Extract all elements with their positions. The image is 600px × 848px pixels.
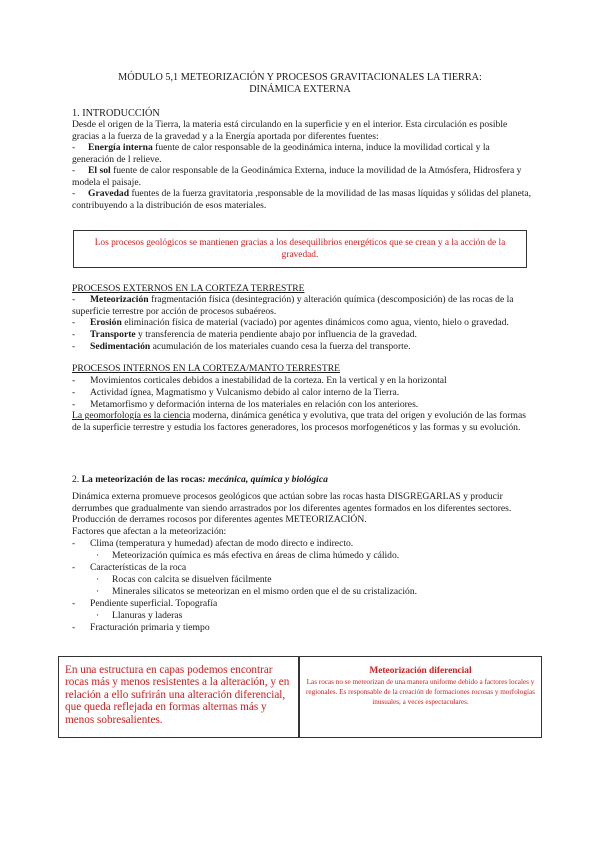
list-dot: ·	[96, 574, 100, 585]
differential-weathering-text: Las rocas no se meteorizan de una manera uniforme debido a factores locales y regionales. Es responsable de la creación de formaciones rocosas y morfologías inusuales, a veces espectaculares.	[306, 678, 535, 706]
process-term: Erosión	[90, 317, 122, 328]
factor-rock-detail: Minerales silicatos se meteorizan en el mismo orden que el de su cristalización.	[112, 586, 418, 597]
process-text: acumulación de los materiales cuando cesa la fuerza del transporte.	[150, 341, 411, 352]
external-item	[72, 294, 532, 317]
process-term: Sedimentación	[90, 341, 151, 352]
external-processes-heading: PROCESOS EXTERNOS EN LA CORTEZA TERRESTRE	[72, 283, 305, 294]
document-title-line2: DINÁMICA EXTERNA	[249, 84, 351, 95]
process-text: y transferencia de materia pendiente abajo por influencia de la gravedad.	[135, 329, 417, 340]
document-title-line1: MÓDULO 5,1 METEORIZACIÓN Y PROCESOS GRAVITACIONALES LA TIERRA:	[118, 72, 482, 83]
differential-weathering-title: Meteorización diferencial	[369, 666, 472, 676]
internal-item: Metamorfismo y deformación interna de los materiales en relación con los anteriores.	[90, 399, 419, 410]
factors-label: Factores que afectan a la meteorización:	[72, 526, 227, 537]
source-gravity	[72, 188, 532, 211]
internal-item: Actividad ígnea, Magmatismo y Vulcanismo debido al calor interno de la Tierra.	[90, 387, 400, 398]
list-dash: -	[72, 142, 76, 153]
energy-sources-list	[0, 142, 600, 216]
source-sun	[72, 165, 532, 188]
internal-processes-heading: PROCESOS INTERNOS EN LA CORTEZA/MANTO TERRESTRE	[72, 363, 340, 374]
source-internal	[72, 142, 532, 165]
geomorphology-paragraph	[72, 410, 532, 433]
source-term: El sol	[88, 165, 111, 176]
list-dash: -	[72, 598, 76, 609]
source-text: fuente de calor responsable de la Geodinámica Externa, induce la movilidad de la Atmósfera, Hidrosfera y modela el paisaje.	[72, 165, 522, 188]
list-dash: -	[72, 622, 76, 633]
intro-heading: 1. INTRODUCCIÓN	[72, 108, 160, 119]
external-item	[72, 341, 532, 353]
list-dash: -	[72, 538, 76, 549]
process-term: Transporte	[90, 329, 136, 340]
section-number: 2.	[72, 474, 82, 485]
callout-text: Los procesos geológicos se mantienen gracias a los desequilibrios energéticos que se crean y a la acción de la gravedad.	[94, 238, 506, 260]
external-item	[72, 329, 532, 341]
list-dash: -	[72, 329, 76, 340]
source-text: fuente de calor responsable de la geodinámica interna, induce la movilidad cortical y la generación de l relieve.	[72, 142, 490, 165]
factor-slope: Pendiente superficial. Topografía	[90, 598, 218, 609]
section-heading-bold: La meteorización de las rocas	[81, 474, 203, 485]
source-term: Gravedad	[88, 188, 130, 199]
list-dash: -	[72, 562, 76, 573]
list-dash: -	[72, 387, 76, 398]
section2-heading	[72, 474, 328, 486]
factor-slope-detail: Llanuras y laderas	[112, 610, 183, 621]
factor-fracturing: Fracturación primaria y tiempo	[90, 622, 210, 633]
differential-weathering-box	[299, 656, 542, 738]
layered-structure-box	[58, 656, 299, 738]
external-item	[72, 317, 532, 329]
callout-box	[73, 230, 527, 268]
list-dot: ·	[96, 550, 100, 561]
list-dash: -	[72, 375, 76, 386]
source-text: fuentes de la fuerza gravitatoria ,responsable de la movilidad de las masas líquidas y sólidas del planeta, contribuyendo a la distribución de esos materiales.	[72, 188, 532, 211]
list-dot: ·	[96, 610, 100, 621]
layered-structure-text: En una estructura en capas podemos encontrar rocas más y menos resistentes a la alteración, y en relación a ello sufrirán una alteración diferencial, que queda reflejada en formas alternas más y menos sobresalientes.	[65, 664, 290, 726]
list-dash: -	[72, 165, 76, 176]
process-text: fragmentación física (desintegración) y alteración química (descomposición) de las rocas de la superficie terrestre por acción de procesos subaéreos.	[72, 294, 514, 317]
list-dash: -	[72, 188, 76, 199]
geomorphology-lead: La geomorfología es la ciencia	[72, 410, 191, 421]
factor-rock: Características de la roca	[90, 562, 187, 573]
internal-item: Movimientos corticales debidos a inestabilidad de la corteza. En la vertical y en la horizontal	[90, 375, 447, 386]
section2-paragraph: Dinámica externa promueve procesos geológicos que actúan sobre las rocas hasta DISGREGARLAS y producir derrumbes que gradualmente van siendo arrastrados por los diferentes agentes formados en los diferentes sectores. Producción de derrames rocosos por diferentes agentes METEORIZACIÓN.	[72, 491, 512, 526]
process-term: Meteorización	[90, 294, 149, 305]
source-term: Energía interna	[88, 142, 153, 153]
list-dash: -	[72, 399, 76, 410]
list-dash: -	[72, 341, 76, 352]
factor-climate: Clima (temperatura y humedad) afectan de modo directo e indirecto.	[90, 538, 354, 549]
geomorphology-text: moderna, dinámica genética y evolutiva, que trata del origen y evolución de las formas de la superficie terrestre y estudia los factores generadores, los procesos morfogenéticos y las formas y su evolución.	[72, 410, 526, 433]
factor-climate-detail: Meteorización química es más efectiva en áreas de clima húmedo y cálido.	[112, 550, 400, 561]
list-dash: -	[72, 317, 76, 328]
list-dash: -	[72, 294, 76, 305]
process-text: eliminación física de material (vaciado) por agentes dinámicos como agua, viento, hielo o gravedad.	[121, 317, 509, 328]
factor-rock-detail: Rocas con calcita se disuelven fácilmente	[112, 574, 272, 585]
intro-paragraph: Desde el origen de la Tierra, la materia está circulando en la superficie y en el interior. Esta circulación es posible gracias a la fuerza de la gravedad y a la Energía aportada por diferentes fuentes:	[72, 119, 508, 142]
external-processes-list	[0, 294, 600, 352]
section-heading-italic: : mecánica, química y biológica	[202, 474, 328, 485]
list-dot: ·	[96, 586, 100, 597]
